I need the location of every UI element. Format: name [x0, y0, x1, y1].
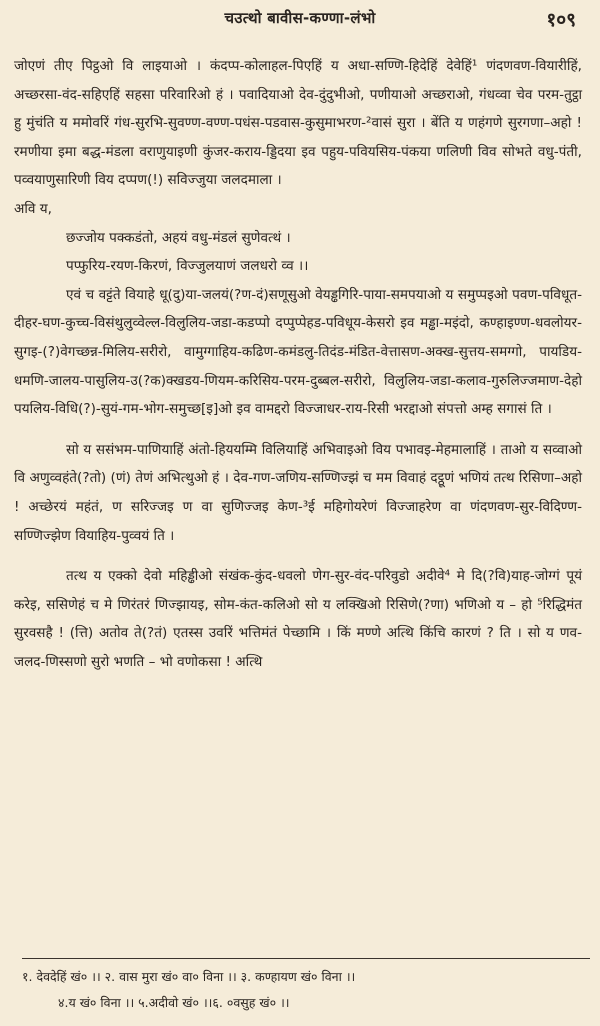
- paragraph-3: सो य ससंभम-पाणियाहिं अंतो-हिययम्मि विलियाहिं अभिवाइओ विय पभावइ-मेहमालाहिं । ताओ य सव्वाओ वि अणुव्वहंते(?तो) (णं) तेणं अभित्थुओ हं । देव-गण-जणिय-सण्णिज्झं च मम विवाहं दट्ठूणं भणियं तत्थ रिसिणा–अहो ! अच्छेरयं महंतं, ण सरिज्जइ ण वा सुणिज्जइ केण-³ई महिगोयरेणं विज्जाहरेण वा णंदणवण-सुर-विदिण्ण-सण्णिज्झेण वियाहिय-पुव्वयं ति ।: [14, 441, 582, 544]
- footnote-divider: [22, 958, 590, 959]
- page-header: [0, 6, 600, 34]
- paragraph-1: जोएणं तीए पिट्ठओ वि लाइयाओ । कंदप्प-कोलाहल-पिएहिं य अधा-सण्णि-हिदेहिं देवेहिं¹ णंदणवण-वियारीहिं, अच्छरसा-वंद-सहिएहिं सहसा परिवारिओ हं । पवादियाओ देव-दुंदुभीओ, पणीयाओ अच्छराओ, गंधव्वा चेव परम-तुट्ठा हु मुंचंति य ममोवरिं गंध-सुरभि-सुवण्ण-वण्ण-पधंस-पडवास-कुसुमाभरण-²वासं सुरा । बेंति य णहंगणे सुरगणा–अहो ! रमणीया इमा बद्ध-मंडला वराणुयाइणी कुंजर-कराय-ड्डिदया इव पहुय-पवियसिय-पंकया णलिणी विव सोभते वधु-पंती, पव्वयाणुसारिणी विय दप्पण(!) सविज्जुया जलदमाला ।: [14, 58, 582, 189]
- page-number: १०९: [546, 9, 576, 31]
- verse-intro: अवि य,: [14, 200, 52, 217]
- paragraph-gap: [14, 550, 582, 562]
- footnote-line-1: १. देवदेहिं खं० ।। २. वास मुरा खं० वा० विना ।। ३. कण्हायण खं० विना ।।: [22, 969, 356, 984]
- paragraph-4: तत्थ य एक्को देवो महिड्ढीओ संखंक-कुंद-धवलो णेग-सुर-वंद-परिवुडो अदीवे⁴ मे दि(?वि)याह-जोग्गं पूयं करेइ, ससिणेहं च मे णिरंतरं णिज्झायइ, सोम-कंत-कलिओ सो य लक्खिओ रिसिणे(?णा) भणिओ य – हो ⁵रिद्धिमंत सुरवसहै ! (त्ति) अतोव ते(?तं) एतस्स उवरिं भत्तिमंतं पेच्छामि । किं मण्णे अत्थि किंचि कारणं ? ति । सो य णव-जलद-णिस्सणो सुरो भणति – भो वणोकसा ! अत्थि: [14, 568, 582, 670]
- footnote-line-2: ४.य खं० विना ।। ५.अदीवो खं० ।।६. ०वसुह खं० ।।: [58, 995, 290, 1010]
- verse-line-2: पप्फुरिय-रयण-किरणं, विज्जुलयाणं जलधरो व्व ।।: [66, 258, 309, 275]
- running-title: चउत्थो बावीस-कण्णा-लंभो: [224, 9, 376, 27]
- footnotes: [22, 964, 590, 1016]
- paragraph-2: एवं च वट्टंते वियाहे धू(दु)या-जलयं(?ण-दं)सणूसुओ वेयड्ढगिरि-पाया-समपयाओ य समुप्पइओ पवण-पविधूत-दीहर-घण-कुच्च-विसंथुलुव्वेल्ल-विलुलिय-जडा-कडप्पो दप्पुप्पेहड-पविधूय-केसरो इव मड्ढा-मइंदो, कण्हाइण्ण-धवलोयर-सुगइ-(?)वेगच्छन्न-मिलिय-सरीरो, वामुग्गाहिय-कढिण-कमंडलु-तिदंड-मंडित-वेत्तासण-अक्ख-सुत्तय-समग्गो, पायडिय-धमणि-जालय-पासुलिय-उ(?क)क्खडय-णियम-करिसिय-परम-दुब्बल-सरीरो, विलुलिय-जडा-कलाव-गुरुलिज्जमाण-देहो पयलिय-विधि(?)-सुयं-गम-भोग-समुच्छ[इ]ओ इव वामद्दरो विज्जाधर-राय-रिसी भरद्दाओ संपत्तो अम्ह सगासं ति ।: [14, 286, 582, 418]
- verse-line-1: छज्जोय पक्कडंतो, अहयं वधु-मंडलं सुणेवत्थं ।: [66, 229, 291, 246]
- paragraph-gap: [14, 424, 582, 436]
- verse-block: [14, 224, 582, 281]
- body-text: [14, 52, 582, 676]
